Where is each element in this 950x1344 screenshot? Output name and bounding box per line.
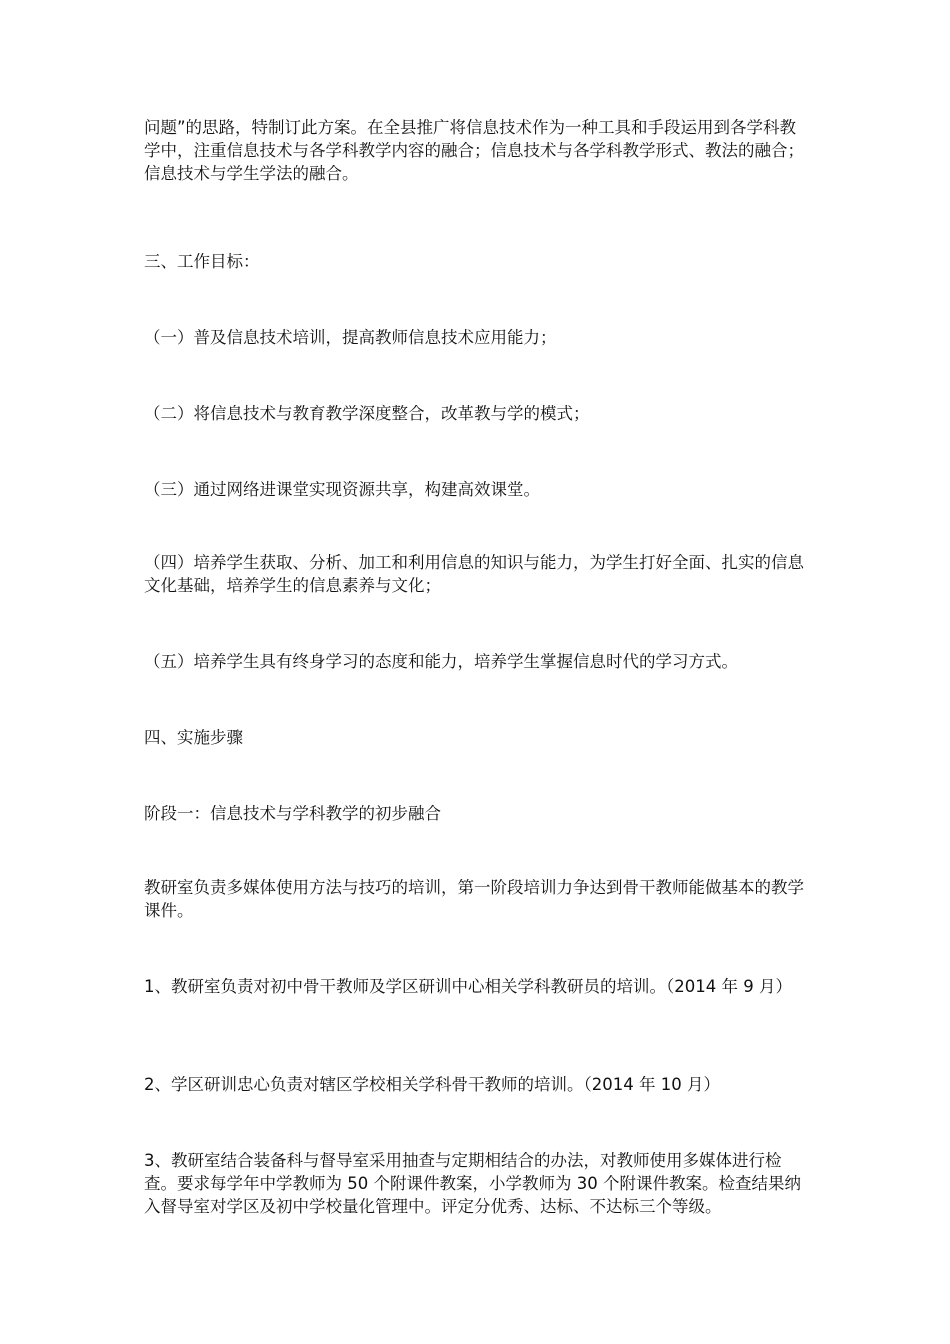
goal-item-1: （一）普及信息技术培训，提高教师信息技术应用能力； xyxy=(144,328,557,347)
step-item-3: 3、教研室结合装备科与督导室采用抽查与定期相结合的办法，对教师使用多媒体进行检查。要求每学年中学教师为 50 个附课件教案，小学教师为 30 个附课件教案。检查结果纳入督导室对学区及初中学校量化管理中。评定分优秀、达标、不达标三个等级。 xyxy=(144,1151,801,1216)
step-item-1: 1、教研室负责对初中骨干教师及学区研训中心相关学科教研员的培训。（2014 年 9 月） xyxy=(144,977,792,996)
stage-one-title: 阶段一：信息技术与学科教学的初步融合 xyxy=(144,804,441,823)
stage-one-description: 教研室负责多媒体使用方法与技巧的培训，第一阶段培训力争达到骨干教师能做基本的教学课件。 xyxy=(144,878,804,920)
paragraph-intro: 问题”的思路，特制订此方案。在全县推广将信息技术作为一种工具和手段运用到各学科教学中，注重信息技术与各学科教学内容的融合；信息技术与各学科教学形式、教法的融合；信息技术与学生学法的融合。 xyxy=(144,118,804,183)
goal-item-2: （二）将信息技术与教育教学深度整合，改革教与学的模式； xyxy=(144,404,590,423)
goal-item-5: （五）培养学生具有终身学习的态度和能力，培养学生掌握信息时代的学习方式。 xyxy=(144,652,738,671)
step-item-2: 2、学区研训忠心负责对辖区学校相关学科骨干教师的培训。（2014 年 10 月） xyxy=(144,1075,720,1094)
heading-implementation-steps: 四、实施步骤 xyxy=(144,728,243,747)
goal-item-4: （四）培养学生获取、分析、加工和利用信息的知识与能力，为学生打好全面、扎实的信息文化基础，培养学生的信息素养与文化； xyxy=(144,553,804,595)
goal-item-3: （三）通过网络进课堂实现资源共享，构建高效课堂。 xyxy=(144,480,540,499)
heading-work-goals: 三、工作目标： xyxy=(144,252,260,271)
